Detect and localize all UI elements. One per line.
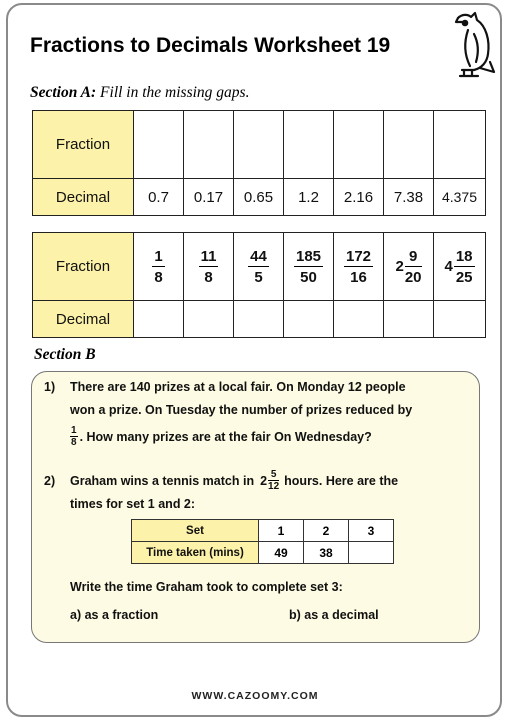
q2-part-b: b) as a decimal: [289, 608, 379, 622]
decimal-answer-cell[interactable]: [334, 301, 384, 338]
fraction-value-cell: [434, 233, 486, 301]
q2-mixed-fraction: 5 12: [268, 469, 280, 492]
set-number: 3: [349, 520, 394, 542]
decimal-answer-cell[interactable]: [234, 301, 284, 338]
decimal-value-cell: 4.375: [434, 179, 486, 216]
fraction-answer-cell[interactable]: [384, 111, 434, 179]
fraction-answer-cell[interactable]: [284, 111, 334, 179]
fraction-decimal-table-2: [32, 232, 486, 338]
fraction: $\frac{185}{50}$: [295, 247, 322, 286]
section-a-instruction: Fill in the missing gaps.: [100, 84, 250, 101]
decimal-value-cell: 7.38: [384, 179, 434, 216]
decimal-value-cell: 0.17: [184, 179, 234, 216]
fraction: $\frac{172}{16}$: [345, 247, 372, 286]
set-number: 2: [304, 520, 349, 542]
set-number: 1: [259, 520, 304, 542]
section-a-heading: [30, 84, 249, 102]
q1-line3: 1 8 . How many prizes are at the fair On Wednesday?: [71, 425, 372, 448]
fraction: $\frac{44}{5}$: [250, 247, 267, 286]
decimal-value-cell: 0.65: [234, 179, 284, 216]
mixed-number: 2 $\frac{9}{20}$: [395, 247, 422, 286]
fraction-answer-cell[interactable]: [434, 111, 486, 179]
fraction-value-cell: [334, 233, 384, 301]
q2-line1: Graham wins a tennis match in 2 5 12 hours. Here are the: [70, 469, 399, 492]
row-label-fraction: Fraction: [33, 233, 134, 301]
fraction-value-cell: [284, 233, 334, 301]
decimal-value-cell: 2.16: [334, 179, 384, 216]
time-value: 38: [304, 542, 349, 564]
fraction-value-cell: [234, 233, 284, 301]
q2-prompt: Write the time Graham took to complete set 3:: [70, 580, 343, 594]
decimal-answer-cell[interactable]: [184, 301, 234, 338]
q1-number: 1): [44, 380, 56, 394]
fraction-decimal-table-1: [32, 110, 486, 216]
set-times-table: [131, 519, 394, 564]
decimal-answer-cell[interactable]: [384, 301, 434, 338]
fraction: $\frac{11}{8}$: [200, 247, 217, 286]
fraction-answer-cell[interactable]: [134, 111, 184, 179]
decimal-answer-cell[interactable]: [134, 301, 184, 338]
time-taken-label: Time taken (mins): [132, 542, 259, 564]
q1-fraction: 1 8: [71, 425, 77, 448]
row-label-decimal: Decimal: [33, 179, 134, 216]
time-value: 49: [259, 542, 304, 564]
owl-icon: [452, 10, 498, 78]
q1-line2: won a prize. On Tuesday the number of prizes reduced by: [70, 403, 413, 417]
q2-number: 2): [44, 474, 56, 488]
fraction-answer-cell[interactable]: [334, 111, 384, 179]
decimal-value-cell: 1.2: [284, 179, 334, 216]
decimal-answer-cell[interactable]: [284, 301, 334, 338]
set-header-label: Set: [132, 520, 259, 542]
section-b-label: Section B: [34, 346, 96, 363]
section-b-heading: [34, 346, 96, 364]
fraction-value-cell: [384, 233, 434, 301]
fraction: $\frac{1}{8}$: [154, 247, 163, 286]
row-label-fraction: Fraction: [33, 111, 134, 179]
fraction-answer-cell[interactable]: [234, 111, 284, 179]
q2-part-a: a) as a fraction: [70, 608, 159, 622]
q2-line2: times for set 1 and 2:: [70, 497, 196, 511]
section-a-label: Section A:: [30, 84, 97, 101]
mixed-number: 4 $\frac{18}{25}$: [444, 247, 473, 286]
row-label-decimal: Decimal: [33, 301, 134, 338]
decimal-answer-cell[interactable]: [434, 301, 486, 338]
worksheet-title: Fractions to Decimals Worksheet 19: [30, 34, 391, 57]
decimal-value-cell: 0.7: [134, 179, 184, 216]
fraction-answer-cell[interactable]: [184, 111, 234, 179]
footer-url: WWW.CAZOOMY.COM: [191, 690, 319, 702]
fraction-value-cell: [134, 233, 184, 301]
time-answer-cell[interactable]: [349, 542, 394, 564]
fraction-value-cell: [184, 233, 234, 301]
q1-line1: There are 140 prizes at a local fair. On Monday 12 people: [70, 380, 406, 394]
